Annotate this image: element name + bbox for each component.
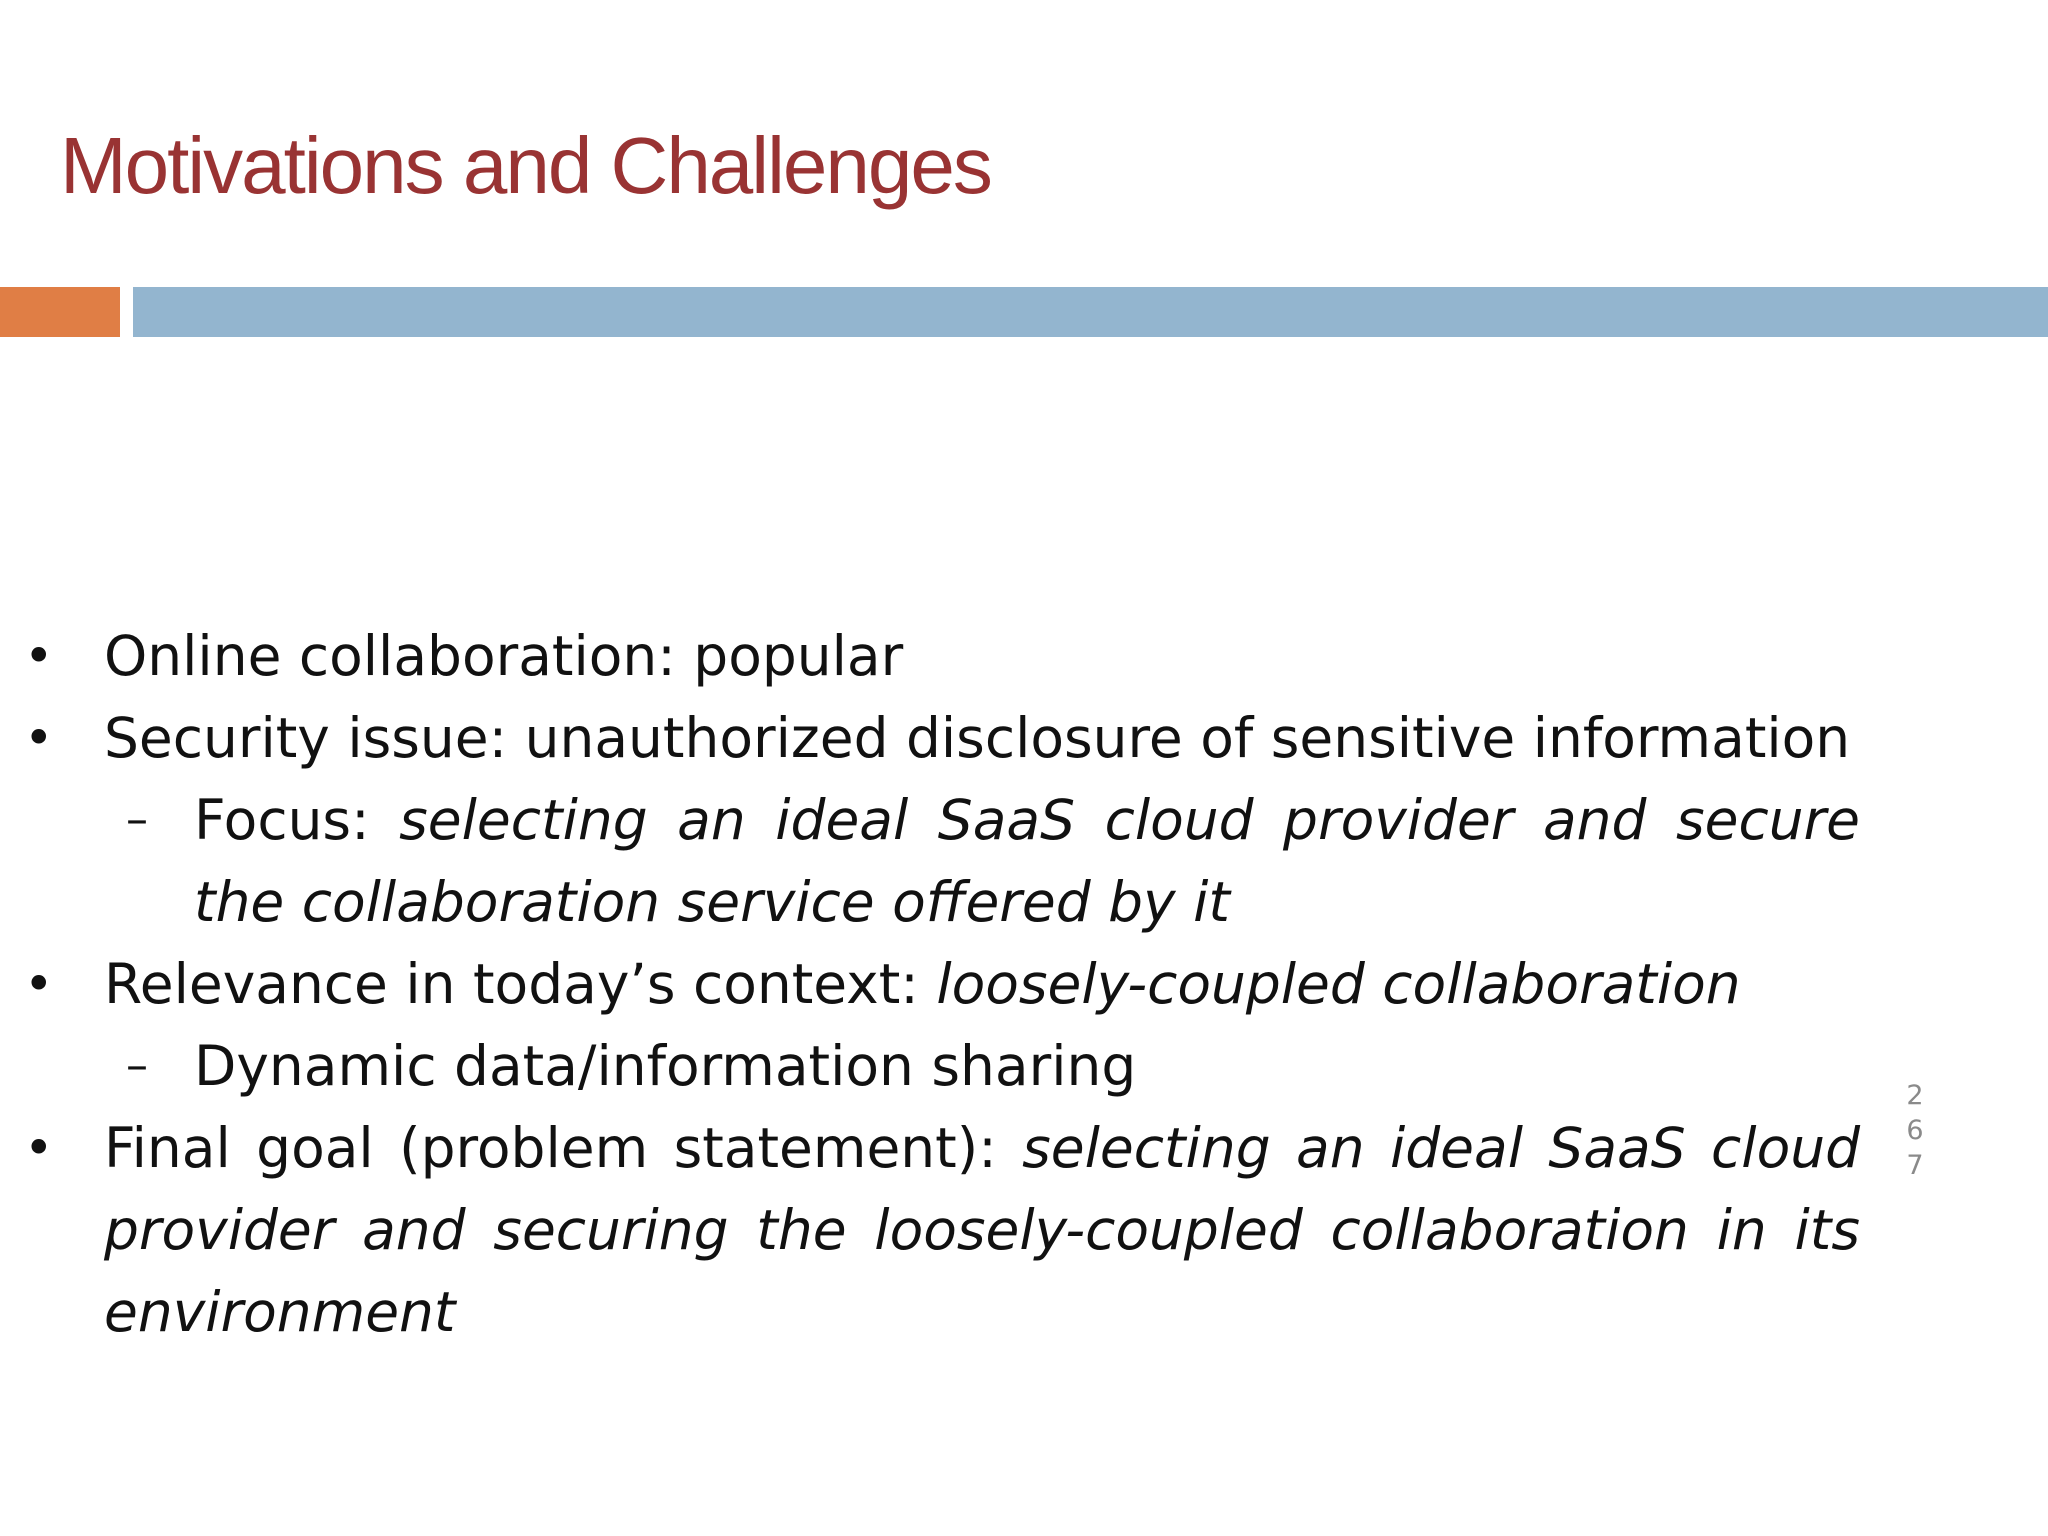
bullet-text: Focus: xyxy=(194,788,400,852)
bullet-list xyxy=(0,615,1860,1353)
bullet-item xyxy=(0,943,1860,1025)
slide-title: Motivations and Challenges xyxy=(60,121,991,210)
page-number xyxy=(1900,1078,1930,1183)
bullet-item xyxy=(0,697,1860,779)
accent-bar-orange xyxy=(0,287,120,337)
bullet-emphasis: loosely-coupled collaboration xyxy=(936,952,1741,1016)
bullet-item xyxy=(0,1107,1860,1353)
bullet-marker: • xyxy=(24,1119,54,1177)
bullet-item xyxy=(0,615,1860,697)
page-number-digit: 2 xyxy=(1906,1080,1924,1111)
bullet-text: Security issue: unauthorized disclosure of sensitive information xyxy=(104,706,1851,770)
page-number-digit: 6 xyxy=(1906,1115,1924,1146)
accent-bar-blue xyxy=(133,287,2048,337)
bullet-marker: • xyxy=(24,709,54,767)
bullet-emphasis: selecting an ideal SaaS cloud provider and secure the collaboration service offered by it xyxy=(194,788,1861,934)
bullet-marker: • xyxy=(24,955,54,1013)
bullet-text: Relevance in today’s context: xyxy=(104,952,937,1016)
bullet-marker: • xyxy=(24,627,54,685)
bullet-text: Online collaboration: popular xyxy=(104,624,904,688)
sub-bullet-marker: – xyxy=(126,1040,148,1091)
sub-bullet-item xyxy=(0,1025,1860,1107)
bullet-text: Final goal (problem statement): xyxy=(104,1116,1023,1180)
sub-bullet-marker: – xyxy=(126,794,148,845)
page-number-digit: 7 xyxy=(1906,1150,1924,1181)
bullet-text: Dynamic data/information sharing xyxy=(194,1034,1137,1098)
bullet-emphasis: selecting an ideal SaaS cloud provider and securing the loosely-coupled collaboration in its environment xyxy=(104,1116,1860,1344)
sub-bullet-item xyxy=(0,779,1860,943)
